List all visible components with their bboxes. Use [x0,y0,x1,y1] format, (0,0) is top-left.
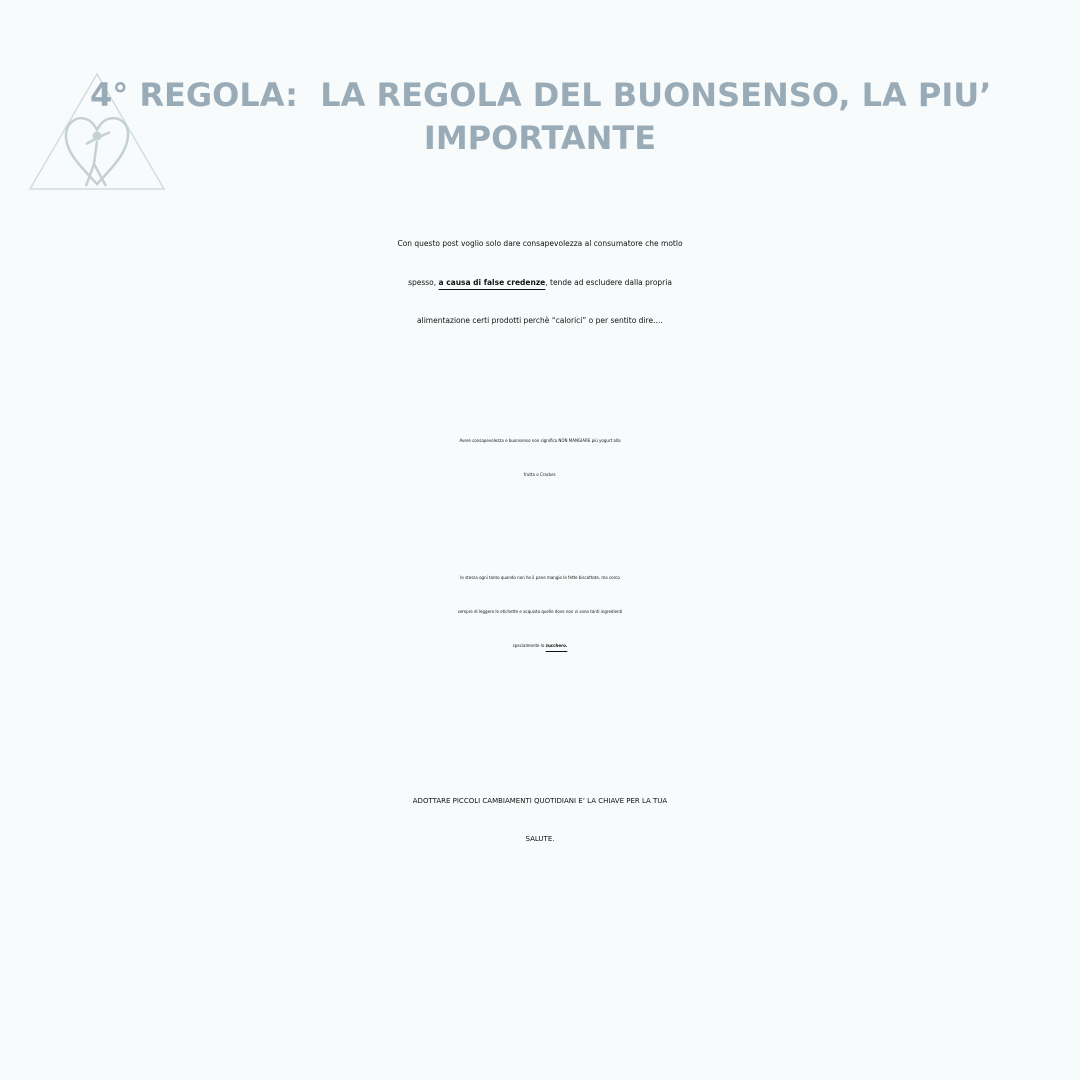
title-line-1: 4° REGOLA: LA REGOLA DEL BUONSENSO, LA PIU’ [90,76,992,114]
title-line-2: IMPORTANTE [423,119,657,157]
awareness-line-1: Avere consapevolezza e buonsenso non significa NON MANGIARE più yogurt alla [459,438,621,443]
closing-statement [0,782,1080,858]
personal-paragraph [0,561,1080,663]
false-beliefs-emphasis: a causa di false credenze [438,277,546,287]
intro-line-2 [0,264,1080,303]
intro-line-1: Con questo post voglio solo dare consapevolezza al consumatore che motlo [397,239,683,248]
intro-line-2-start: spesso, [408,277,439,287]
awareness-paragraph [0,424,1080,492]
closing-line-1: ADOTTARE PICCOLI CAMBIAMENTI QUOTIDIANI E’ LA CHIAVE PER LA TUA [412,797,668,805]
personal-line-3 [0,629,1080,663]
personal-line-2: sempre di leggere le etichette e acquisto quelle dove non vi sono tanti ingredienti [457,609,623,614]
sugar-emphasis: zucchero. [545,643,568,648]
intro-line-2-end: , tende ad escludere dalla propria [545,277,672,287]
intro-paragraph [0,225,1080,341]
intro-line-3: alimentazione certi prodotti perchè “calorici” o per sentito dire…. [417,316,663,325]
page-title [90,74,990,160]
awareness-line-2: frutta o Cracker. [523,472,557,477]
personal-line-1: Io stessa ogni tanto quando non ho il pane mangio le fette biscottate, ma cerco [460,575,620,580]
personal-line-3-start: specialmente lo [512,643,546,648]
closing-line-2: SALUTE. [525,835,555,843]
